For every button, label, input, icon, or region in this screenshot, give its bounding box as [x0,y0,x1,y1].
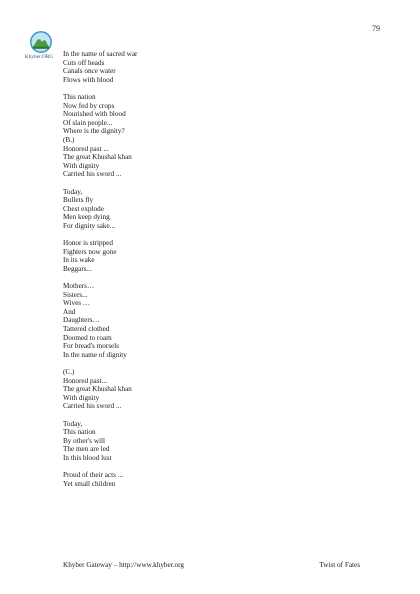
poem-line: Honored past ... [63,144,109,153]
poem-stanza [63,420,343,463]
poem-stanza [63,368,343,411]
poem-line: Flows with blood [63,75,114,84]
footer-site-link[interactable]: Khyber Gateway – http://www.khyber.org [63,561,184,569]
poem-line: This nation [63,428,96,437]
poem-line: Honored past... [63,376,107,385]
mountain-logo-icon [30,31,52,53]
poem-line: And [63,307,76,316]
poem-line: (B.) [63,135,75,144]
poem-stanza [63,188,343,231]
poem-line: Wives … [63,299,91,308]
poem-line: The great Khushal khan [63,153,132,162]
poem-line: The great Khushal khan [63,385,132,394]
poem-line: Mothers… [63,282,95,291]
poem-line: In its wake [63,256,95,265]
poem-line: Today, [63,187,83,196]
poem-line: Tattered clothed [63,325,110,333]
poem-line: Daughters… [63,316,100,325]
poem-line: Nourished with blood [63,110,126,119]
poem-stanza [63,93,343,179]
poem-line: With dignity [63,393,100,402]
poem-stanza [63,471,343,488]
poem-stanza [63,50,343,84]
poem-line: Beggars... [63,264,92,273]
poem-line: The men are led [63,445,110,454]
khyber-logo[interactable] [26,31,56,60]
poem-line: In the name of dignity [63,350,127,359]
page-number: 79 [372,24,380,33]
poem-line: This nation [63,92,96,101]
poem-line: Yet small children [63,479,116,488]
poem-line: Of slain people... [63,118,113,127]
poem-line: Today, [63,419,83,428]
poem-line: In this blood lust [63,453,112,462]
logo-text: Khyber.ORG [24,54,54,60]
poem-line: Now fed by crops [63,101,115,110]
poem-line: For dignity sake... [63,221,116,230]
poem-line: Bullets fly [63,196,94,205]
poem-line: Honor is stripped [63,239,113,248]
poem-stanza [63,282,343,359]
poem-line: Sisters... [63,290,88,299]
poem-line: Fighters now gone [63,247,117,256]
footer-title: Twist of Fates [319,561,360,569]
poem-body [63,50,343,497]
poem-line: Chest explode [63,204,104,213]
poem-line: With dignity [63,161,100,170]
poem-line: Men keep dying [63,213,110,222]
poem-line: In the name of sacred war [63,50,138,58]
poem-line: Proud of their acts ... [63,471,124,480]
poem-stanza [63,239,343,273]
poem-line: Canals once water [63,67,116,76]
poem-line: Carried his sword ... [63,170,122,179]
poem-line: Where is the dignity? [63,127,125,136]
poem-line: Carried his sword ... [63,402,122,411]
poem-line: (C.) [63,367,75,376]
poem-line: By other's will [63,436,106,445]
poem-line: For bread's morsels [63,342,119,351]
poem-line: Doomed to roam [63,333,112,342]
poem-line: Cuts off heads [63,58,105,67]
